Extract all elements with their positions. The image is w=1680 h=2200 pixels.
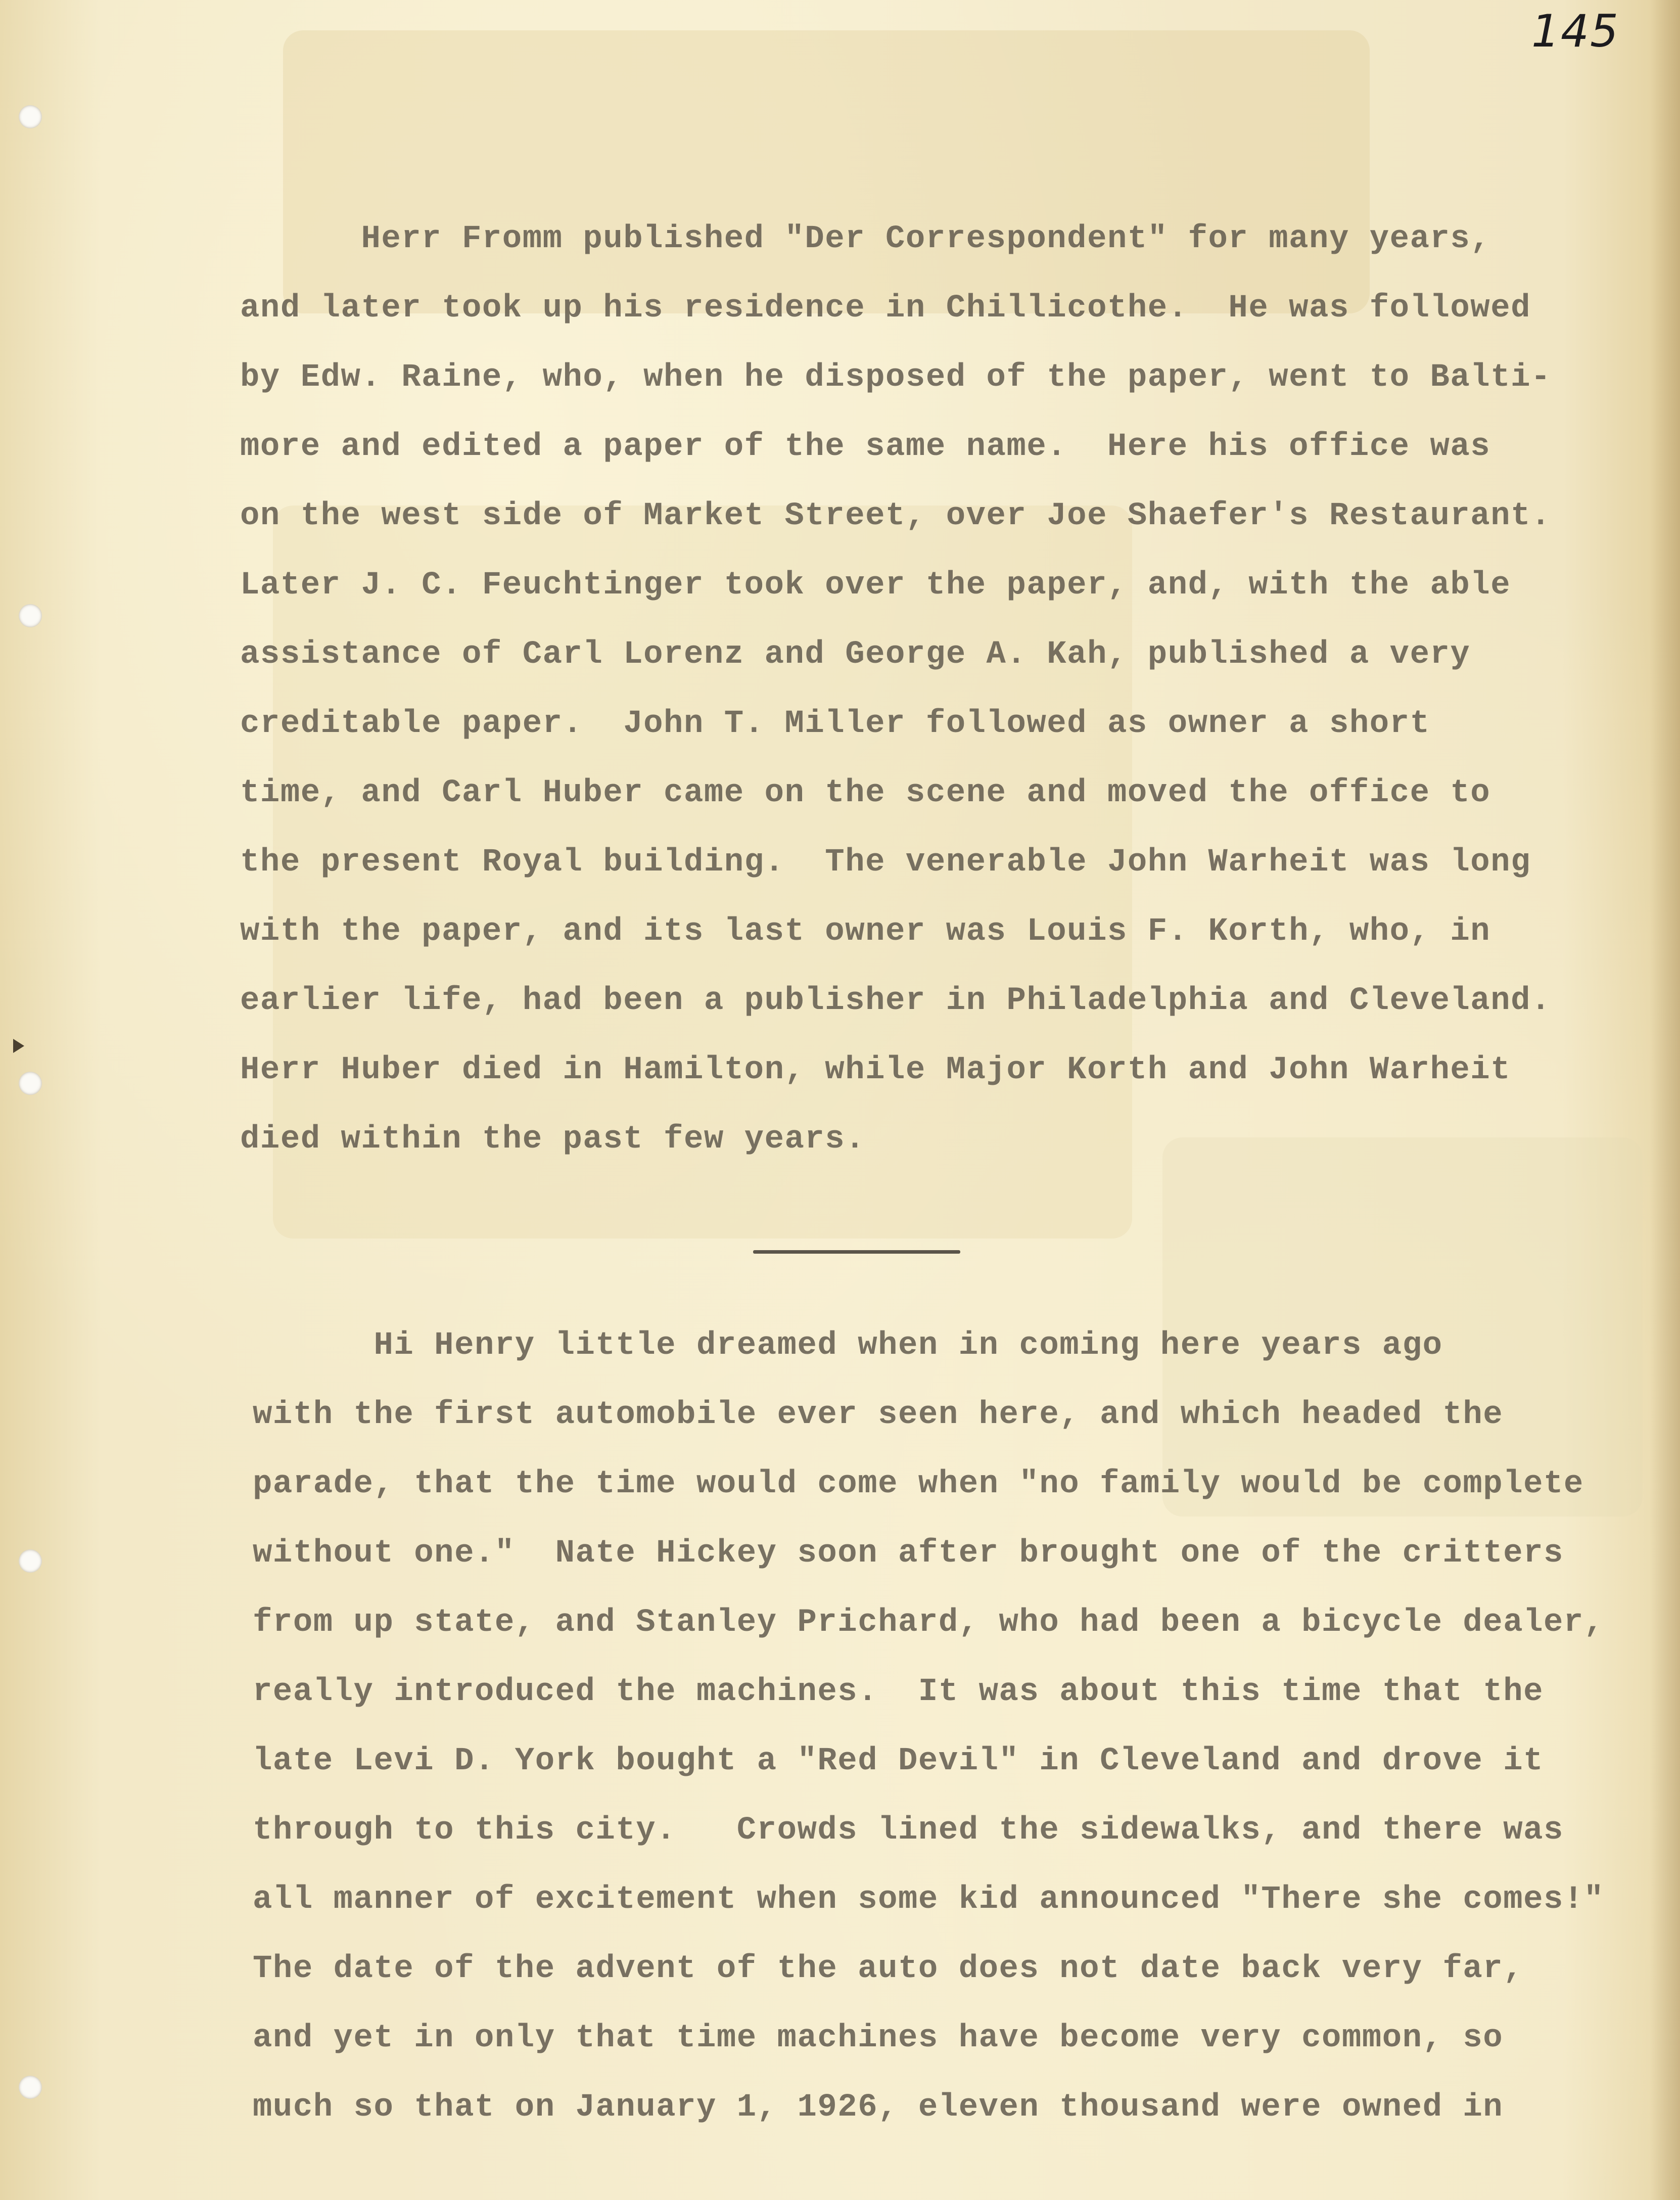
paragraph-newspaper-history <box>240 205 1551 1174</box>
text-line: late Levi D. York bought a "Red Devil" in Cleveland and drove it <box>253 1743 1544 1779</box>
section-divider <box>753 1250 960 1254</box>
paper-edge <box>1650 0 1680 2200</box>
text-line: time, and Carl Huber came on the scene and moved the office to <box>240 775 1491 811</box>
punch-hole <box>19 2076 42 2099</box>
text-line: assistance of Carl Lorenz and George A. Kah, published a very <box>240 636 1471 673</box>
text-line: without one." Nate Hickey soon after brought one of the critters <box>253 1535 1564 1572</box>
text-line: much so that on January 1, 1926, eleven thousand were owned in <box>253 2089 1504 2126</box>
text-line: by Edw. Raine, who, when he disposed of the paper, went to Balti- <box>240 359 1551 396</box>
text-line: Hi Henry little dreamed when in coming here years ago <box>253 1327 1443 1364</box>
text-line: really introduced the machines. It was about this time that the <box>253 1674 1544 1710</box>
text-line: and yet in only that time machines have become very common, so <box>253 2020 1504 2056</box>
text-line: from up state, and Stanley Prichard, who had been a bicycle dealer, <box>253 1605 1604 1641</box>
text-line: on the west side of Market Street, over Joe Shaefer's Restaurant. <box>240 498 1551 534</box>
page-number: 145 <box>1531 5 1619 57</box>
text-line: more and edited a paper of the same name. Here his office was <box>240 429 1491 465</box>
punch-hole <box>19 604 42 627</box>
punch-hole <box>19 1072 42 1095</box>
text-line: The date of the advent of the auto does not date back very far, <box>253 1951 1524 1987</box>
text-line: earlier life, had been a publisher in Philadelphia and Cleveland. <box>240 983 1551 1019</box>
text-line: all manner of excitement when some kid announced "There she comes!" <box>253 1882 1604 1918</box>
text-line: the present Royal building. The venerable John Warheit was long <box>240 844 1531 881</box>
paragraph-automobile-history <box>253 1311 1604 2142</box>
text-line: Later J. C. Feuchtinger took over the paper, and, with the able <box>240 567 1511 604</box>
text-line: died within the past few years. <box>240 1121 866 1158</box>
text-line: with the first automobile ever seen here, and which headed the <box>253 1397 1504 1433</box>
text-line: creditable paper. John T. Miller followed as owner a short <box>240 706 1430 742</box>
margin-arrow-mark <box>13 1039 24 1053</box>
text-line: Herr Huber died in Hamilton, while Major Korth and John Warheit <box>240 1052 1511 1088</box>
punch-hole <box>19 1549 42 1573</box>
text-line: with the paper, and its last owner was Louis F. Korth, who, in <box>240 913 1491 950</box>
text-line: parade, that the time would come when "no family would be complete <box>253 1466 1584 1502</box>
text-line: through to this city. Crowds lined the sidewalks, and there was <box>253 1812 1564 1849</box>
punch-hole <box>19 105 42 128</box>
text-line: Herr Fromm published "Der Correspondent" for many years, <box>240 221 1491 257</box>
text-line: and later took up his residence in Chillicothe. He was followed <box>240 290 1531 327</box>
